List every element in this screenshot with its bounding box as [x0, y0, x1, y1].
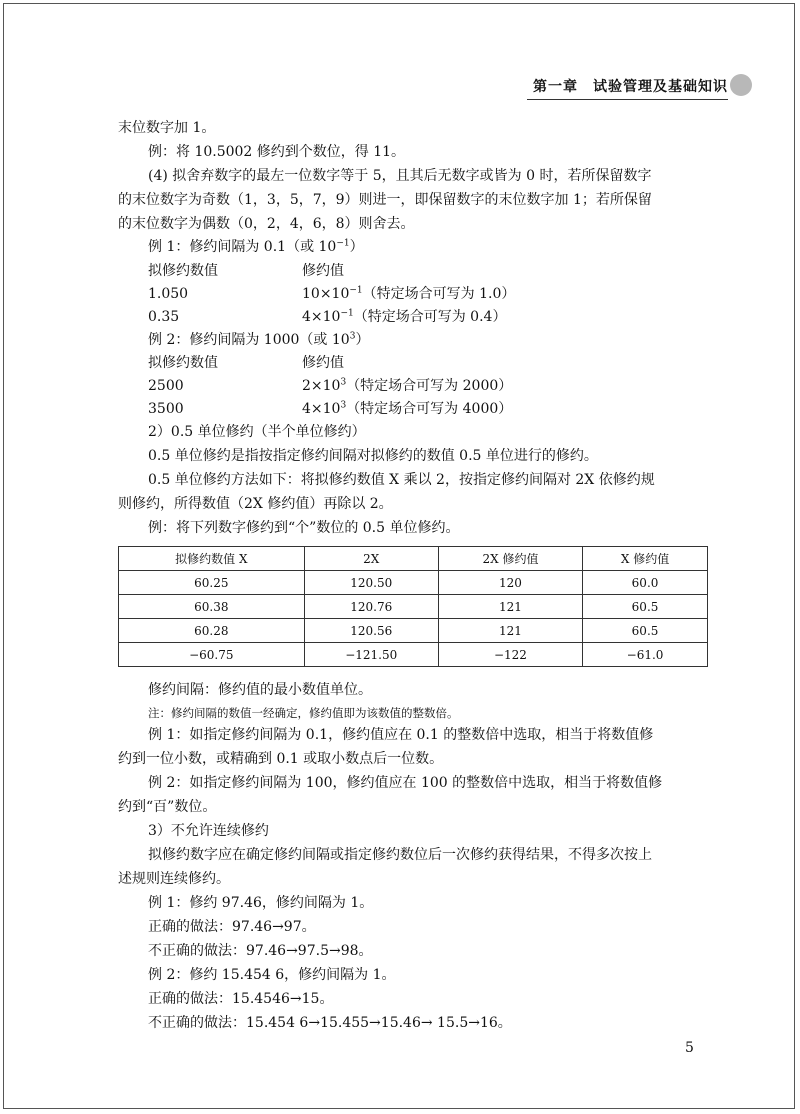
example-1-title: 例 1：修约间隔为 0.1（或 $10^{-1}$）	[148, 238, 364, 255]
table-cell: 120.50	[304, 571, 438, 595]
paragraph-line: 的末位数字为奇数（1，3，5，7，9）则进一，即保留数字的末位数字加 1；若所保留	[118, 192, 652, 208]
table-row	[119, 595, 708, 619]
column-header: X 修约值	[583, 547, 708, 571]
example-1-value: 0.35	[148, 309, 180, 325]
example-1-result: $10\times 10^{-1}$（特定场合可写为 1.0）	[302, 285, 516, 302]
chapter-title: 第一章 试验管理及基础知识	[533, 79, 728, 95]
paragraph-line: 例 2：修约 15.454 6，修约间隔为 1。	[148, 967, 396, 983]
paragraph-line: 述规则连续修约。	[118, 871, 230, 887]
table-cell: 60.5	[583, 619, 708, 643]
example-2-value: 3500	[148, 401, 184, 417]
table-header-row	[119, 547, 708, 571]
table-row	[119, 643, 708, 667]
example-2-title: 例 2：修约间隔为 1000（或 $10^3$）	[148, 331, 370, 348]
table-cell: 60.28	[119, 619, 305, 643]
example-1-header-rounded: 修约值	[302, 263, 344, 279]
column-header: 2X	[304, 547, 438, 571]
example-2-header-rounded: 修约值	[302, 355, 344, 371]
table-cell: 60.38	[119, 595, 305, 619]
example-2-header-original: 拟修约数值	[148, 355, 218, 371]
paragraph-line: 正确的做法：97.46→97。	[148, 919, 316, 935]
table-cell: 121	[438, 619, 582, 643]
rounding-table	[118, 546, 708, 667]
paragraph-line: 例 1：如指定修约间隔为 0.1，修约值应在 0.1 的整数倍中选取，相当于将数值修	[148, 727, 654, 743]
example-2-result: $2\times 10^3$（特定场合可写为 2000）	[302, 377, 513, 394]
table-cell: −61.0	[583, 643, 708, 667]
table-cell: 60.25	[119, 571, 305, 595]
example-2-result: $4\times 10^3$（特定场合可写为 4000）	[302, 400, 513, 417]
paragraph-line: 约到一位小数，或精确到 0.1 或取小数点后一位数。	[118, 751, 444, 767]
paragraph-line: 拟修约数字应在确定修约间隔或指定修约数位后一次修约获得结果，不得多次按上	[148, 847, 652, 863]
table-cell: 120	[438, 571, 582, 595]
table-cell: 120.56	[304, 619, 438, 643]
column-header: 拟修约数值 X	[119, 547, 305, 571]
paragraph-line: 约到“百”数位。	[118, 799, 217, 815]
table-cell: 120.76	[304, 595, 438, 619]
paragraph-line: 则修约，所得数值（2X 修约值）再除以 2。	[118, 496, 393, 512]
paragraph-line: 例：将 10.5002 修约到个数位，得 11。	[148, 144, 406, 160]
table-cell: 60.5	[583, 595, 708, 619]
example-1-result: $4\times 10^{-1}$（特定场合可写为 0.4）	[302, 308, 507, 325]
running-header	[533, 76, 728, 96]
paragraph-line: (4) 拟舍弃数字的最左一位数字等于 5，且其后无数字或皆为 0 时，若所保留数字	[148, 168, 652, 184]
paragraph-line: 例 1：修约 97.46，修约间隔为 1。	[148, 895, 374, 911]
table-cell: −60.75	[119, 643, 305, 667]
paragraph-line: 例 2：如指定修约间隔为 100，修约值应在 100 的整数倍中选取，相当于将数值修	[148, 775, 663, 791]
note-line: 注：修约间隔的数值一经确定，修约值即为该数值的整数倍。	[148, 706, 459, 720]
example-2-value: 2500	[148, 378, 184, 394]
column-header: 2X 修约值	[438, 547, 582, 571]
paragraph-line: 不正确的做法：15.454 6→15.455→15.46→ 15.5→16。	[148, 1015, 512, 1031]
example-1-value: 1.050	[148, 286, 189, 302]
paragraph-line: 末位数字加 1。	[118, 120, 216, 136]
paragraph-line: 的末位数字为偶数（0，2，4，6，8）则舍去。	[118, 216, 415, 232]
paragraph-line: 不正确的做法：97.46→97.5→98。	[148, 943, 373, 959]
header-circle-icon	[730, 74, 752, 96]
paragraph-line: 0.5 单位修约方法如下：将拟修约数值 X 乘以 2，按指定修约间隔对 2X 依修约规	[148, 472, 655, 488]
table-row	[119, 571, 708, 595]
paragraph-line: 正确的做法：15.4546→15。	[148, 991, 334, 1007]
paragraph-line: 修约间隔：修约值的最小数值单位。	[148, 682, 372, 698]
table-cell: 121	[438, 595, 582, 619]
table-cell: −122	[438, 643, 582, 667]
paragraph-line: 0.5 单位修约是指按指定修约间隔对拟修约的数值 0.5 单位进行的修约。	[148, 448, 598, 464]
paragraph-line: 例：将下列数字修约到“个”数位的 0.5 单位修约。	[148, 520, 460, 536]
example-1-header-original: 拟修约数值	[148, 263, 218, 279]
section-3-title: 3）不允许连续修约	[148, 823, 269, 839]
header-rule	[527, 99, 728, 100]
table-cell: 60.0	[583, 571, 708, 595]
page-number: 5	[685, 1040, 694, 1056]
table-cell: −121.50	[304, 643, 438, 667]
section-2-title: 2）0.5 单位修约（半个单位修约）	[148, 424, 366, 440]
table-row	[119, 619, 708, 643]
